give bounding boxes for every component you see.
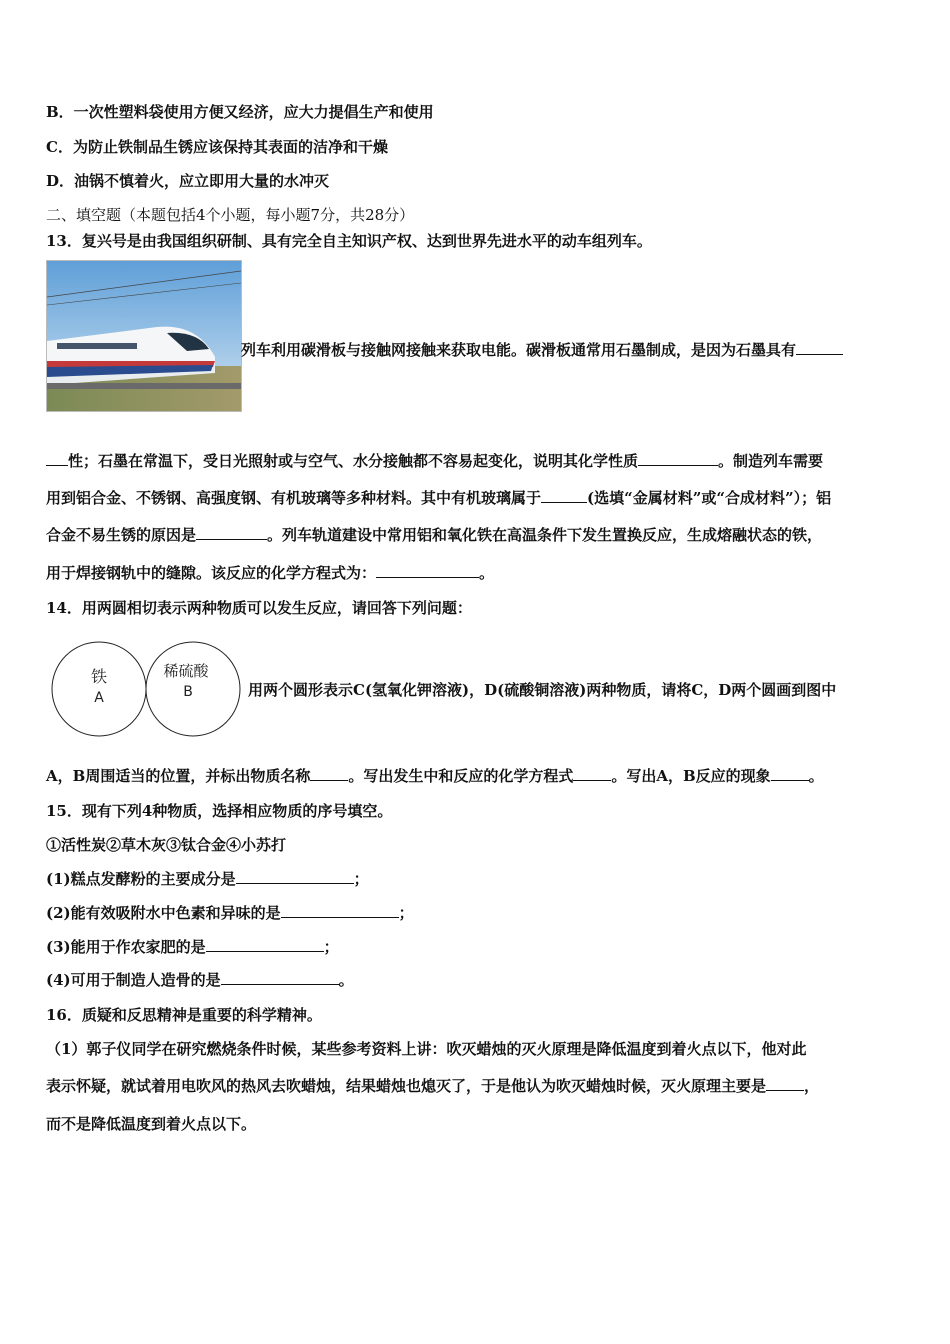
q15-blank-3[interactable] — [206, 937, 324, 952]
section-title: 二、填空题（本题包括4个小题，每小题7分，共28分） — [46, 206, 415, 224]
q13-blank-3[interactable] — [541, 488, 587, 503]
q13-line-4-text: 合金不易生锈的原因是 — [46, 526, 197, 544]
q13-line-2 — [46, 451, 823, 471]
q15-sub-4-text: (4)可用于制造人造骨的是 — [46, 971, 221, 989]
q13-line-2-text: 性；石墨在常温下，受日光照射或与空气、水分接触都不容易起变化，说明其化学性质 — [68, 452, 639, 470]
option-d: D．油锅不慎着火，应立即用大量的水冲灭 — [46, 172, 330, 190]
q13-beside-image-label: 列车利用碳滑板与接触网接触来获取电能。碳滑板通常用石墨制成，是因为石墨具有 — [241, 341, 797, 359]
q13-blank-2[interactable] — [638, 451, 718, 466]
q16-blank-1[interactable] — [766, 1076, 804, 1091]
q14-blank-2[interactable] — [573, 766, 611, 781]
q16-para-2 — [46, 1076, 819, 1096]
q15-sub-3-end: ； — [323, 938, 339, 956]
q13-line-5-end: 。 — [479, 564, 495, 582]
circle-a-letter: A — [94, 690, 104, 706]
q13-line-4-end: 。列车轨道建设中常用铝和氧化铁在高温条件下发生置换反应，生成熔融状态的铁， — [267, 526, 823, 544]
q15-sub-2-text: (2)能有效吸附水中色素和异味的是 — [46, 904, 281, 922]
q15-sub-4 — [46, 970, 354, 990]
q13-line-3-text: 用到铝合金、不锈钢、高强度钢、有机玻璃等多种材料。其中有机玻璃属于 — [46, 489, 542, 507]
q15-blank-4[interactable] — [221, 970, 339, 985]
q15-sub-3 — [46, 937, 339, 957]
circle-a-name: 铁 — [90, 667, 108, 686]
q13-line-3-end: (选填“金属材料”或“合成材料”）；铝 — [587, 489, 832, 507]
q16-para-2-end: ， — [804, 1077, 820, 1095]
q13-line-5-text: 用于焊接钢轨中的缝隙。该反应的化学方程式为： — [46, 564, 377, 582]
circle-b — [146, 642, 240, 736]
q14-line-2 — [46, 766, 824, 786]
q13-blank-1-cont[interactable] — [46, 451, 68, 466]
q16-para-1: （1）郭子仪同学在研究燃烧条件时候，某些参考资料上讲：吹灭蜡烛的灭火原理是降低温度到着火点以下，他对此 — [46, 1040, 807, 1058]
q15-stem: 15．现有下列4种物质，选择相应物质的序号填空。 — [46, 802, 393, 820]
q14-line-2-text-c: 。写出A，B反应的现象 — [611, 767, 771, 785]
q14-beside-image-text: 用两个圆形表示C(氢氧化钾溶液)，D(硫酸铜溶液)两种物质，请将C，D两个圆画到图中 — [248, 681, 837, 699]
q13-blank-4[interactable] — [196, 525, 267, 540]
q15-sub-1-end: ； — [353, 870, 369, 888]
circle-b-letter: B — [183, 684, 193, 700]
q15-sub-2 — [46, 903, 414, 923]
q15-items: ①活性炭②草木灰③钛合金④小苏打 — [46, 836, 287, 854]
q13-blank-5[interactable] — [376, 563, 479, 578]
option-b: B．一次性塑料袋使用方便又经济，应大力提倡生产和使用 — [46, 103, 434, 121]
q15-blank-1[interactable] — [236, 869, 354, 884]
option-c: C．为防止铁制品生锈应该保持其表面的洁净和干燥 — [46, 138, 388, 156]
q15-sub-1 — [46, 869, 369, 889]
q14-blank-1[interactable] — [310, 766, 348, 781]
q13-beside-image-text — [241, 340, 843, 360]
circle-a — [52, 642, 146, 736]
q14-line-2-end: 。 — [808, 767, 824, 785]
q13-line-3 — [46, 488, 831, 508]
q15-blank-2[interactable] — [281, 903, 399, 918]
q15-sub-1-text: (1)糕点发酵粉的主要成分是 — [46, 870, 236, 888]
q14-stem: 14．用两圆相切表示两种物质可以发生反应，请回答下列问题： — [46, 599, 472, 617]
q16-para-2-text: 表示怀疑，就试着用电吹风的热风去吹蜡烛，结果蜡烛也熄灭了，于是他认为吹灭蜡烛时候，灭火原理主要是 — [46, 1077, 767, 1095]
q13-stem: 13．复兴号是由我国组织研制、具有完全自主知识产权、达到世界先进水平的动车组列车。 — [46, 232, 652, 250]
q13-line-4 — [46, 525, 822, 545]
q15-sub-4-end: 。 — [338, 971, 354, 989]
circle-b-name: 稀硫酸 — [163, 662, 209, 680]
q14-line-2-text-b: 。写出发生中和反应的化学方程式 — [348, 767, 574, 785]
q13-line-2-end: 。制造列车需要 — [718, 452, 824, 470]
q13-blank-1[interactable] — [796, 340, 843, 355]
q16-para-3: 而不是降低温度到着火点以下。 — [46, 1115, 257, 1133]
train-image — [46, 260, 242, 412]
q15-sub-3-text: (3)能用于作农家肥的是 — [46, 938, 206, 956]
q15-sub-2-end: ； — [398, 904, 414, 922]
q16-stem: 16．质疑和反思精神是重要的科学精神。 — [46, 1006, 322, 1024]
q13-line-5 — [46, 563, 494, 583]
q14-line-2-text-a: A，B周围适当的位置，并标出物质名称 — [46, 767, 311, 785]
q14-blank-3[interactable] — [771, 766, 809, 781]
tangent-circles-diagram — [48, 638, 244, 740]
